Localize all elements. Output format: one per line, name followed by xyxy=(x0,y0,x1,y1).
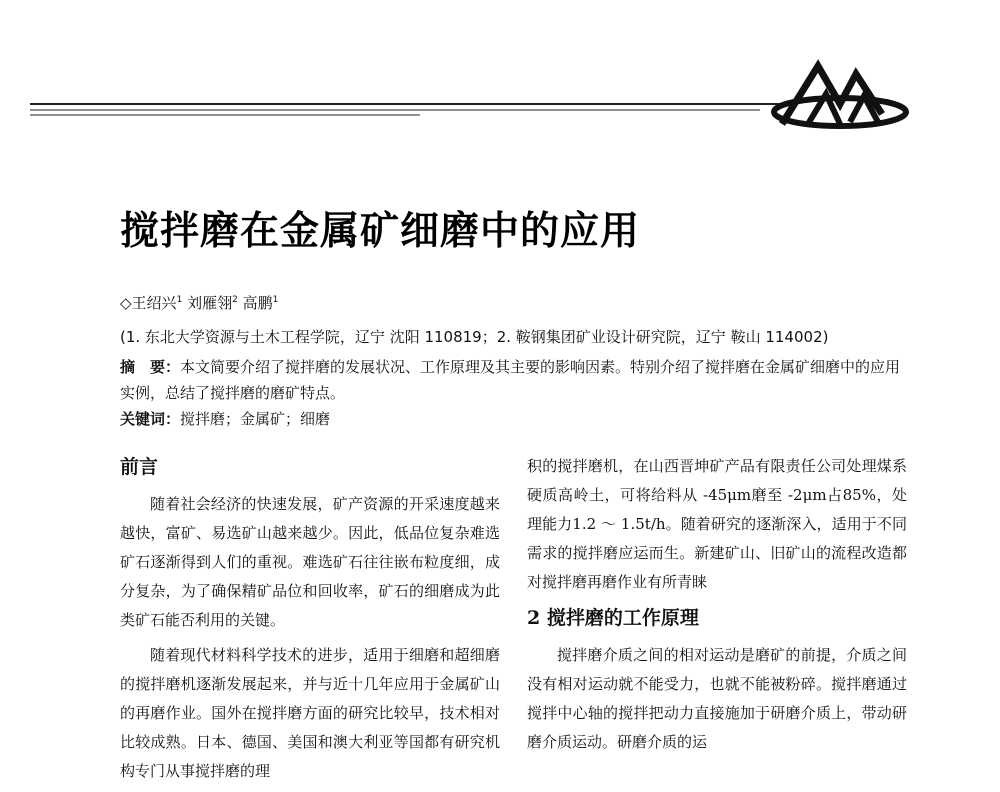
body-paragraph: 随着社会经济的快速发展，矿产资源的开采速度越来越快，富矿、易选矿山越来越少。因此，低品位复杂难选矿石逐渐得到人们的重视。难选矿石往往嵌布粒度细，成分复杂，为了确保精矿品位和回收率，矿石的细磨成为此类矿石能否利用的关键。 xyxy=(120,495,500,629)
author-name: 王绍兴 xyxy=(131,294,177,312)
mountain-logo-icon xyxy=(760,52,910,142)
abstract-label: 摘 要： xyxy=(120,358,181,376)
abstract-text: 本文简要介绍了搅拌磨的发展状况、工作原理及其主要的影响因素。特别介绍了搅拌磨在金属矿细磨中的应用实例，总结了搅拌磨的磨矿特点。 xyxy=(120,358,901,402)
author-marker-icon: ◇ xyxy=(120,294,132,312)
author-name: 高鹏 xyxy=(242,294,273,312)
author-affiliation-ref: 1 xyxy=(176,295,183,305)
affiliations: (1. 东北大学资源与土木工程学院，辽宁 沈阳 110819；2. 鞍钢集团矿业设计研究院，辽宁 鞍山 114002) xyxy=(120,328,829,346)
body-paragraph: 随着现代材料科学技术的进步，适用于细磨和超细磨的搅拌磨机逐渐发展起来，并与近十几年应用于金属矿山的再磨作业。国外在搅拌磨方面的研究比较早，技术相对比较成熟。日本、德国、美国和澳大利亚等国都有研究机构专门从事搅拌磨的理 xyxy=(120,646,500,780)
right-column xyxy=(527,452,907,763)
article-title: 搅拌磨在金属矿细磨中的应用 xyxy=(120,209,641,254)
body-paragraph: 搅拌磨介质之间的相对运动是磨矿的前提，介质之间没有相对运动就不能受力，也就不能被粉碎。搅拌磨通过搅拌中心轴的搅拌把动力直接施加于研磨介质上，带动研磨介质运动。研磨介质的运 xyxy=(527,646,907,751)
section-heading-working-principle: 2 搅拌磨的工作原理 xyxy=(527,607,699,629)
abstract xyxy=(120,354,910,406)
keywords xyxy=(120,408,330,429)
author-name: 刘雁翎 xyxy=(187,294,233,312)
section-heading-preface: 前言 xyxy=(120,456,159,478)
author-affiliation-ref: 1 xyxy=(272,295,279,305)
author-line xyxy=(120,292,278,313)
keywords-text: 搅拌磨；金属矿；细磨 xyxy=(180,410,331,428)
keywords-label: 关键词： xyxy=(120,410,181,428)
author-affiliation-ref: 2 xyxy=(232,295,238,305)
body-paragraph-continued: 积的搅拌磨机，在山西晋坤矿产品有限责任公司处理煤系硬质高岭土，可将给料从 -45μm磨至 -2μm占85%，处理能力1.2 ～ 1.5t/h。随着研究的逐渐深入，适用于不同需求的搅拌磨应运而生。新建矿山、旧矿山的流程改造都对搅拌磨再磨作业有所青睐 xyxy=(527,457,907,591)
left-column xyxy=(120,452,500,792)
